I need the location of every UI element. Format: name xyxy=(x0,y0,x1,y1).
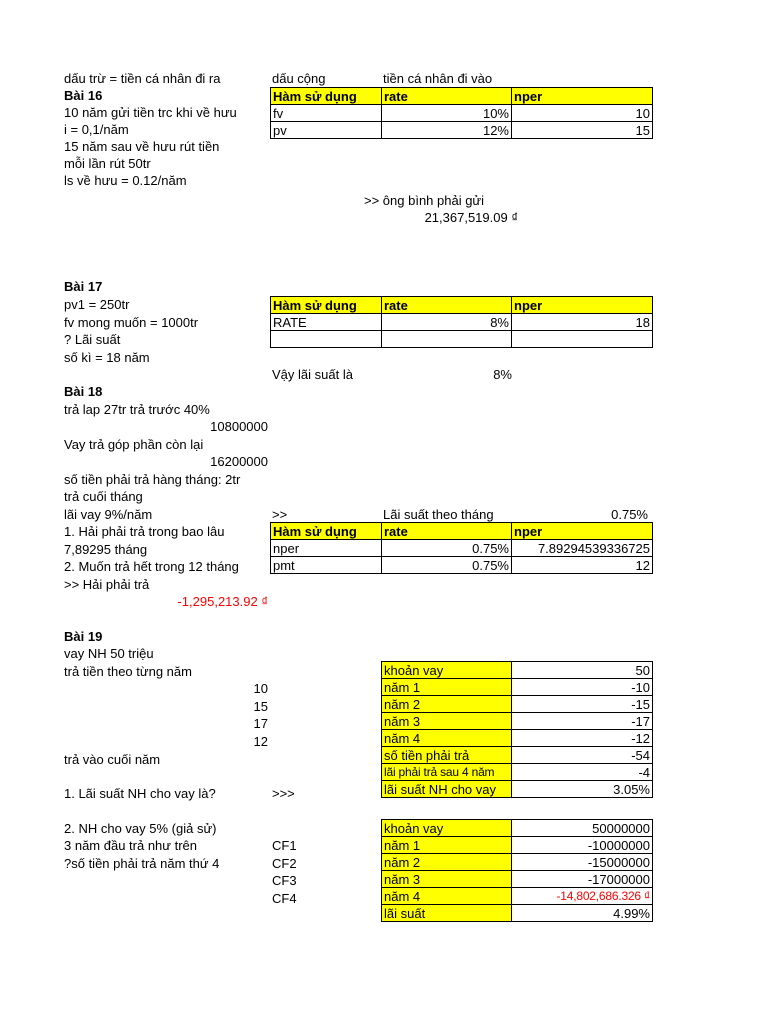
b17-conclusion-value: 8% xyxy=(493,367,512,382)
b17-table xyxy=(270,296,653,348)
table-cell[interactable]: 50 xyxy=(512,662,653,679)
b18-answer: -1,295,213.92 ₫ xyxy=(177,594,268,609)
b18-conclusion: >> Hải phải trả xyxy=(64,577,150,592)
b19-question: 1. Lãi suất NH cho vay là? xyxy=(64,786,216,801)
table-label-cell[interactable]: năm 1 xyxy=(382,837,512,854)
b18-title: Bài 18 xyxy=(64,384,103,399)
b19-cf-label: CF4 xyxy=(272,891,297,906)
b16-note: 10 năm gửi tiền trc khi về hưu xyxy=(64,105,237,120)
b17-note: pv1 = 250tr xyxy=(64,297,130,312)
table-label-cell[interactable]: khoản vay xyxy=(382,820,512,837)
b19-note: trả vào cuối năm xyxy=(64,752,161,767)
b18-question: 2. Muốn trả hết trong 12 tháng xyxy=(64,559,239,574)
table-cell[interactable] xyxy=(512,331,653,348)
b19-note: 3 năm đầu trả như trên xyxy=(64,838,198,853)
table-row xyxy=(382,679,653,696)
b17-note: ? Lãi suất xyxy=(64,332,121,347)
table-cell[interactable]: 15 xyxy=(512,122,653,139)
b19-question: 2. NH cho vay 5% (giả sử) xyxy=(64,821,217,836)
table-label-cell[interactable]: năm 1 xyxy=(382,679,512,696)
table-cell[interactable] xyxy=(271,331,382,348)
table-row xyxy=(382,662,653,679)
table-cell[interactable]: 4.99% xyxy=(512,905,653,922)
b19-question: ?số tiền phải trả năm thứ 4 xyxy=(64,856,220,871)
table-cell[interactable]: -4 xyxy=(512,764,653,781)
b18-answer-note: 7,89295 tháng xyxy=(64,542,148,557)
b18-table xyxy=(270,522,653,574)
b19-payment: 17 xyxy=(253,716,268,731)
header-cell[interactable]: Hàm sử dụng xyxy=(271,297,382,314)
table-cell[interactable]: RATE xyxy=(271,314,382,331)
table-cell[interactable]: -17000000 xyxy=(512,871,653,888)
table-cell[interactable]: 18 xyxy=(512,314,653,331)
table-row xyxy=(382,837,653,854)
table-row xyxy=(271,105,653,122)
b19-payment: 12 xyxy=(253,734,268,749)
table-header-row xyxy=(271,297,653,314)
table-row xyxy=(382,764,653,781)
b19-cf-label: CF1 xyxy=(272,838,297,853)
b16-answer: 21,367,519.09 ₫ xyxy=(424,210,518,225)
table-cell[interactable]: -15 xyxy=(512,696,653,713)
table-cell[interactable]: -14,802,686.326 ₫ xyxy=(512,888,653,905)
b18-monthly-value: 0.75% xyxy=(611,507,648,522)
b19-note: vay NH 50 triệu xyxy=(64,646,154,661)
b19-table-1 xyxy=(381,661,653,798)
table-label-cell[interactable]: lãi suất NH cho vay xyxy=(382,781,512,798)
b16-note: 15 năm sau về hưu rút tiền xyxy=(64,139,220,154)
table-header-row xyxy=(271,88,653,105)
note-sign-convention-in: tiền cá nhân đi vào xyxy=(383,71,493,86)
b16-note: i = 0,1/năm xyxy=(64,122,129,137)
b16-note: mỗi lần rút 50tr xyxy=(64,156,151,171)
b18-note: Vay trả góp phần còn lại xyxy=(64,437,204,452)
b19-arrow: >>> xyxy=(272,786,295,801)
header-cell[interactable]: rate xyxy=(382,88,512,105)
b18-value: 10800000 xyxy=(210,419,268,434)
b19-cf-label: CF2 xyxy=(272,856,297,871)
b18-note: trả lap 27tr trả trước 40% xyxy=(64,402,210,417)
b16-conclusion: >> ông bình phải gửi xyxy=(364,193,485,208)
table-cell[interactable]: -54 xyxy=(512,747,653,764)
table-cell[interactable] xyxy=(382,331,512,348)
table-cell[interactable]: -10 xyxy=(512,679,653,696)
table-row xyxy=(382,871,653,888)
table-cell[interactable]: 0.75% xyxy=(382,557,512,574)
table-label-cell[interactable]: lãi suất xyxy=(382,905,512,922)
table-label-cell[interactable]: số tiền phải trả xyxy=(382,747,512,764)
table-row xyxy=(382,781,653,798)
header-cell[interactable]: nper xyxy=(512,523,653,540)
table-label-cell[interactable]: năm 3 xyxy=(382,713,512,730)
header-cell[interactable]: rate xyxy=(382,523,512,540)
table-cell[interactable]: 7.89294539336725 xyxy=(512,540,653,557)
b18-note: số tiền phải trả hàng tháng: 2tr xyxy=(64,472,241,487)
table-row xyxy=(382,854,653,871)
table-header-row xyxy=(271,523,653,540)
b17-title: Bài 17 xyxy=(64,279,103,294)
b17-note: số kì = 18 năm xyxy=(64,350,150,365)
table-row xyxy=(271,331,653,348)
table-label-cell[interactable]: năm 4 xyxy=(382,888,512,905)
b16-table xyxy=(270,87,653,139)
table-row xyxy=(382,713,653,730)
header-cell[interactable]: rate xyxy=(382,297,512,314)
b19-payment: 15 xyxy=(253,699,268,714)
table-cell[interactable]: 12% xyxy=(382,122,512,139)
table-row xyxy=(271,540,653,557)
header-cell[interactable]: Hàm sử dụng xyxy=(271,523,382,540)
table-row xyxy=(382,696,653,713)
table-label-cell[interactable]: khoản vay xyxy=(382,662,512,679)
table-label-cell[interactable]: năm 4 xyxy=(382,730,512,747)
table-row xyxy=(382,820,653,837)
table-cell[interactable]: pv xyxy=(271,122,382,139)
b19-note: trả tiền theo từng năm xyxy=(64,664,192,679)
b19-payment: 10 xyxy=(253,681,268,696)
b18-monthly-label: Lãi suất theo tháng xyxy=(383,507,494,522)
b18-note: trả cuối tháng xyxy=(64,489,143,504)
b18-monthly-arrow: >> xyxy=(272,507,288,522)
b19-title: Bài 19 xyxy=(64,629,103,644)
table-row xyxy=(382,747,653,764)
note-sign-convention-label: dấu cộng xyxy=(272,71,326,86)
table-label-cell[interactable]: năm 3 xyxy=(382,871,512,888)
table-label-cell[interactable]: lãi phải trả sau 4 năm xyxy=(382,764,512,781)
b19-table-2 xyxy=(381,819,653,922)
table-label-cell[interactable]: năm 2 xyxy=(382,696,512,713)
table-row xyxy=(271,122,653,139)
header-cell[interactable]: nper xyxy=(512,88,653,105)
header-cell[interactable]: nper xyxy=(512,297,653,314)
b19-cf-label: CF3 xyxy=(272,873,297,888)
table-cell[interactable]: 0.75% xyxy=(382,540,512,557)
b17-conclusion-label: Vậy lãi suất là xyxy=(272,367,353,382)
table-cell[interactable]: -10000000 xyxy=(512,837,653,854)
table-row xyxy=(382,730,653,747)
b18-note: lãi vay 9%/năm xyxy=(64,507,153,522)
table-cell[interactable]: 10% xyxy=(382,105,512,122)
table-cell[interactable]: -15000000 xyxy=(512,854,653,871)
table-cell[interactable]: -17 xyxy=(512,713,653,730)
table-row xyxy=(271,557,653,574)
table-cell[interactable]: fv xyxy=(271,105,382,122)
b17-note: fv mong muốn = 1000tr xyxy=(64,315,199,330)
b18-question: 1. Hải phải trả trong bao lâu xyxy=(64,524,225,539)
table-label-cell[interactable]: năm 2 xyxy=(382,854,512,871)
header-cell[interactable]: Hàm sử dụng xyxy=(271,88,382,105)
b18-value: 16200000 xyxy=(210,454,268,469)
table-cell[interactable]: 8% xyxy=(382,314,512,331)
table-cell[interactable]: pmt xyxy=(271,557,382,574)
table-cell[interactable]: 10 xyxy=(512,105,653,122)
table-cell[interactable]: 3.05% xyxy=(512,781,653,798)
table-cell[interactable]: 12 xyxy=(512,557,653,574)
b16-title: Bài 16 xyxy=(64,88,103,103)
table-row xyxy=(382,888,653,905)
table-row xyxy=(271,314,653,331)
table-cell[interactable]: nper xyxy=(271,540,382,557)
note-sign-convention-out: dấu trừ = tiền cá nhân đi ra xyxy=(64,71,221,86)
table-cell[interactable]: -12 xyxy=(512,730,653,747)
table-row xyxy=(382,905,653,922)
table-cell[interactable]: 50000000 xyxy=(512,820,653,837)
b16-note: ls về hưu = 0.12/năm xyxy=(64,173,187,188)
